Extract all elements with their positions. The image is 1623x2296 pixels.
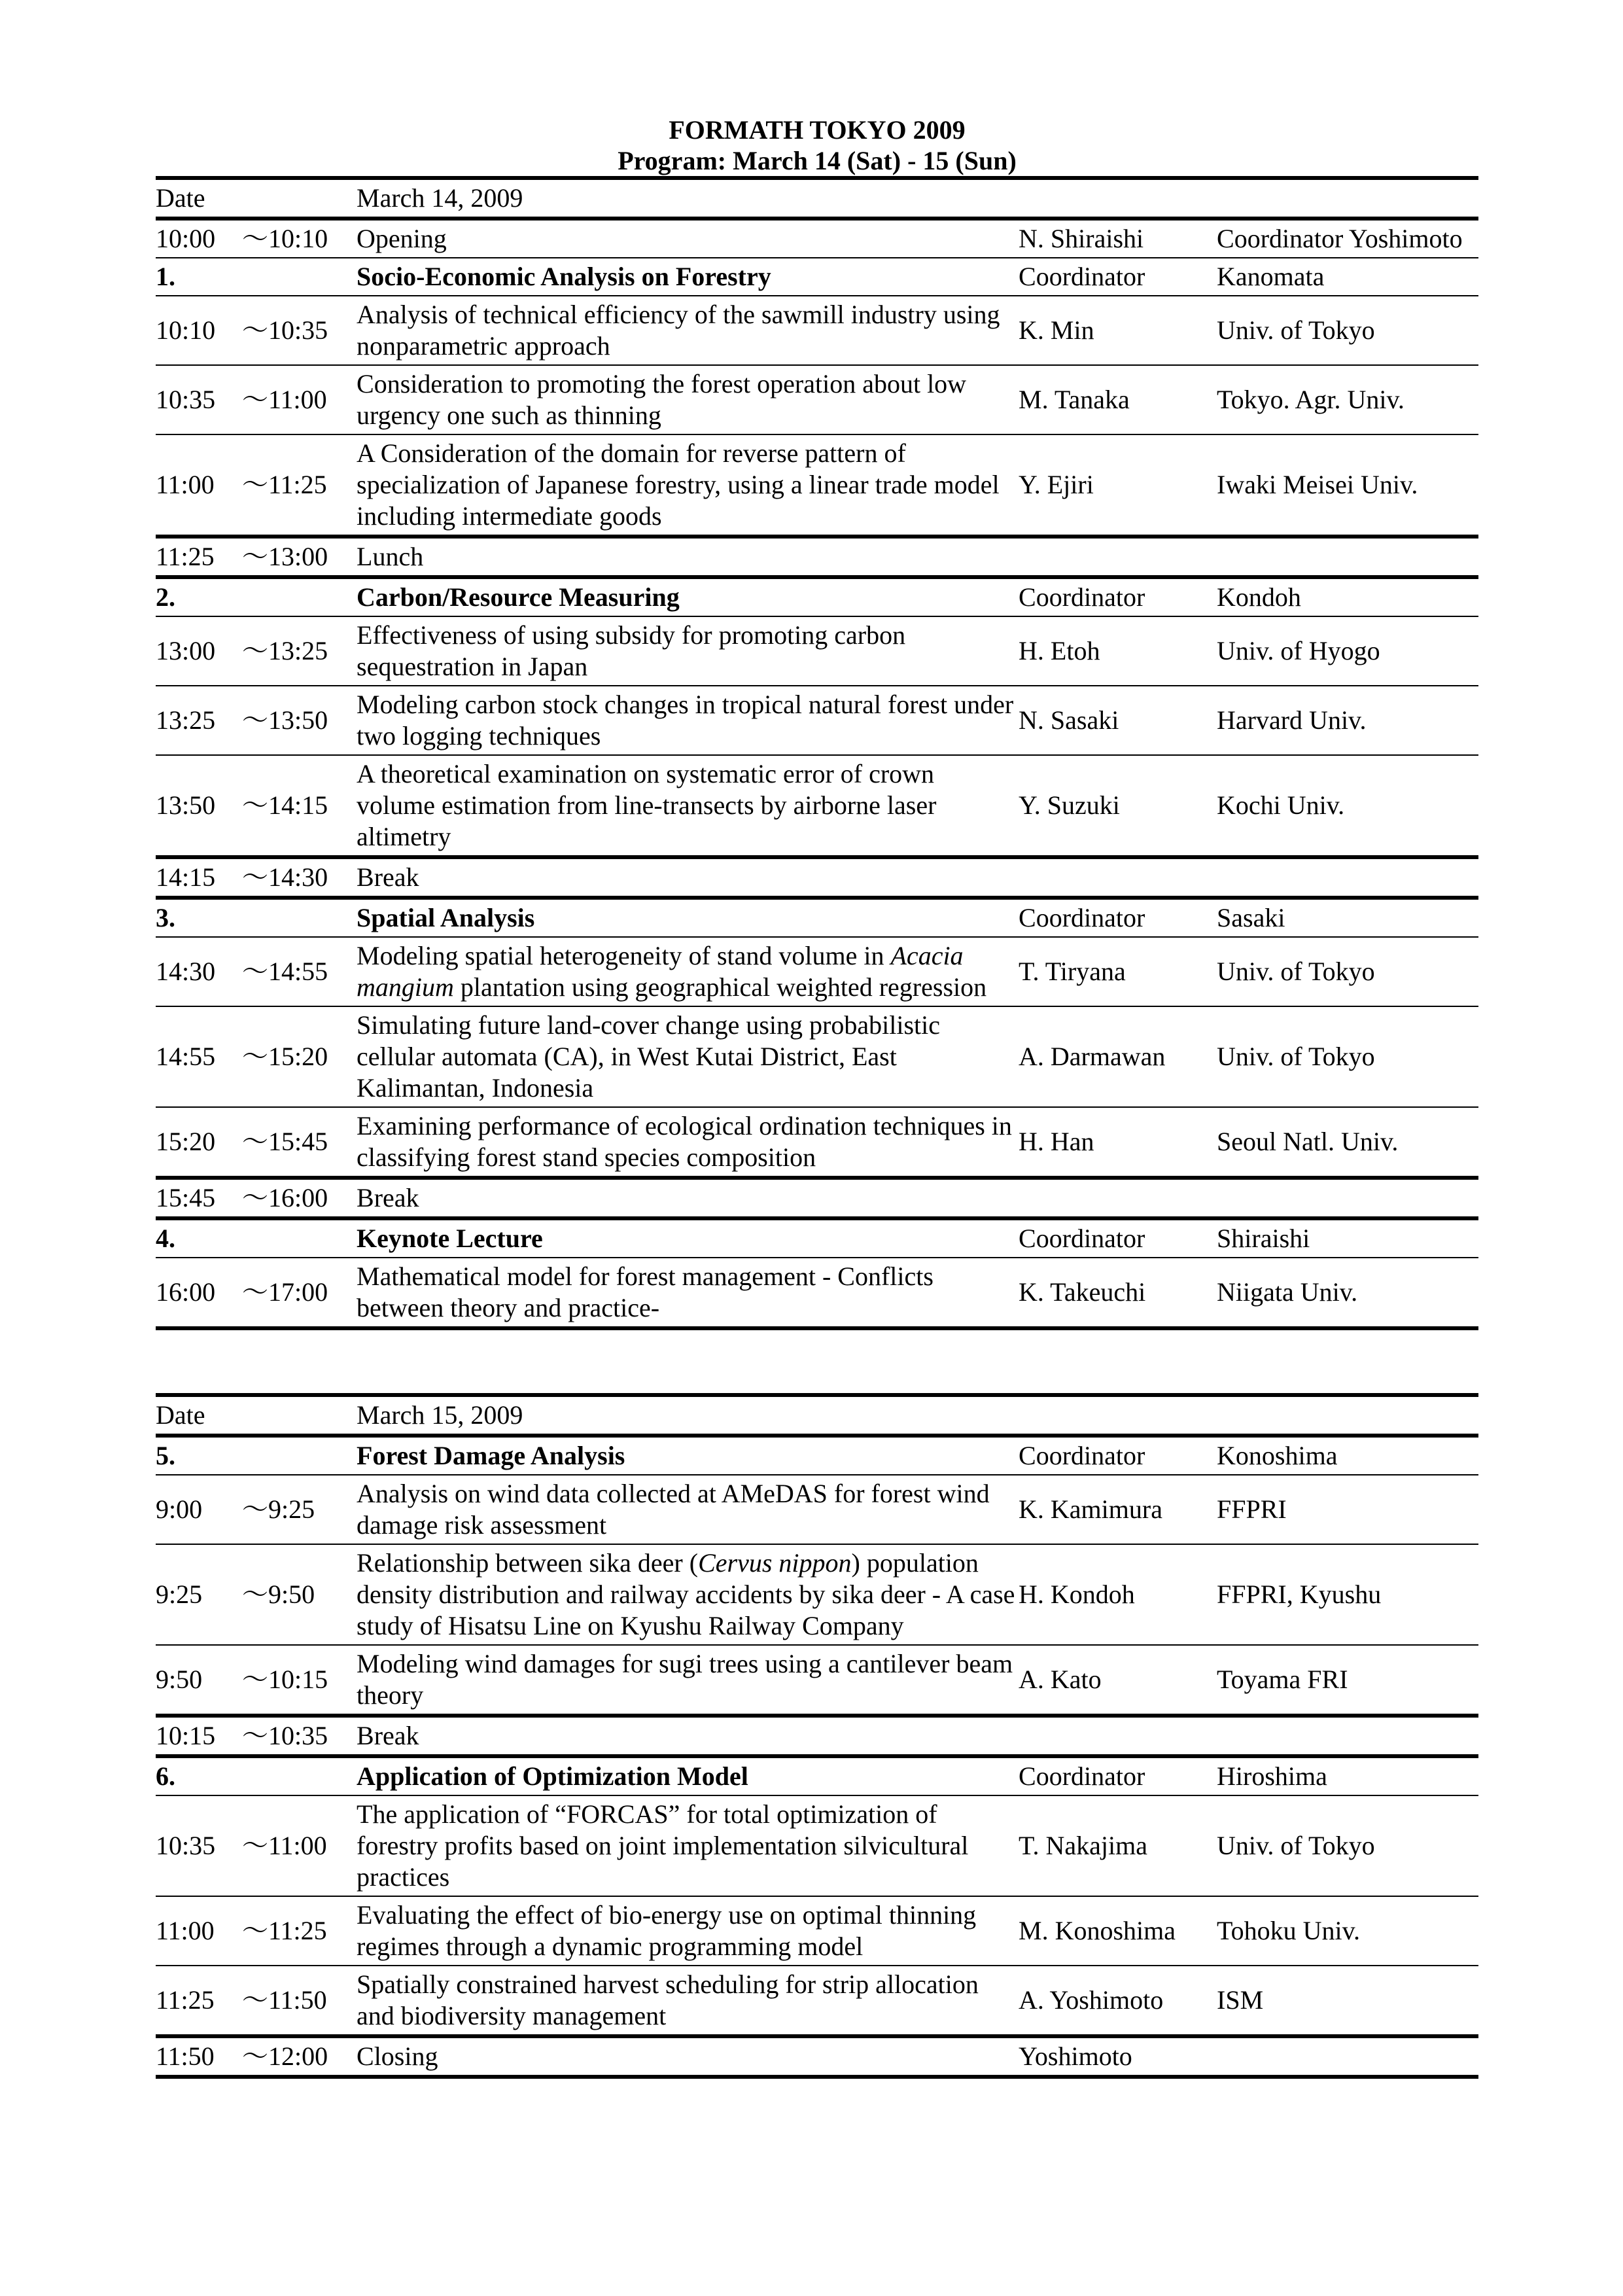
end-time: ～14:15 <box>242 755 357 857</box>
talk-row <box>156 686 1478 755</box>
talk-row <box>156 1896 1478 1966</box>
start-time: 11:25 <box>156 1966 242 2036</box>
talk-title: Simulating future land-cover change using probabilistic cellular automata (CA), in West Kutai District, East Kalimantan, Indonesia <box>357 1006 1019 1107</box>
affiliation: Coordinator Yoshimoto <box>1217 219 1478 258</box>
affiliation: Seoul Natl. Univ. <box>1217 1107 1478 1178</box>
end-time: ～13:50 <box>242 686 357 755</box>
session-title: Socio-Economic Analysis on Forestry <box>357 258 1019 296</box>
end-time: ～9:50 <box>242 1544 357 1645</box>
date-label: Date <box>156 1395 357 1436</box>
talk-title: Modeling wind damages for sugi trees using a cantilever beam theory <box>357 1645 1019 1716</box>
species-name: Acacia mangium <box>357 941 964 1002</box>
end-time: ～11:50 <box>242 1966 357 2036</box>
talk-row <box>156 219 1478 258</box>
affiliation <box>1217 1178 1478 1218</box>
day-spacer <box>156 1330 1478 1393</box>
talk-title: Analysis of technical efficiency of the sawmill industry using nonparametric approach <box>357 296 1019 365</box>
start-time: 14:55 <box>156 1006 242 1107</box>
talk-title: Analysis on wind data collected at AMeDAS for forest wind damage risk assessment <box>357 1475 1019 1544</box>
presenter: H. Etoh <box>1019 616 1217 686</box>
end-time: ～14:55 <box>242 937 357 1006</box>
document-subtitle: Program: March 14 (Sat) - 15 (Sun) <box>618 146 1017 175</box>
presenter: H. Kondoh <box>1019 1544 1217 1645</box>
presenter: Y. Suzuki <box>1019 755 1217 857</box>
break-row <box>156 1716 1478 1756</box>
affiliation: Harvard Univ. <box>1217 686 1478 755</box>
talk-title: Break <box>357 1716 1019 1756</box>
session-header-row <box>156 1436 1478 1475</box>
session-coordinator: Kondoh <box>1217 577 1478 616</box>
session-number: 1. <box>156 258 357 296</box>
end-time: ～11:00 <box>242 1795 357 1896</box>
talk-row <box>156 365 1478 434</box>
talk-row <box>156 296 1478 365</box>
talk-title: Relationship between sika deer (Cervus nippon) population density distribution and railway accidents by sika deer - A case study of Hisatsu Line on Kyushu Railway Company <box>357 1544 1019 1645</box>
session-number: 5. <box>156 1436 357 1475</box>
presenter: A. Kato <box>1019 1645 1217 1716</box>
session-coordinator: Hiroshima <box>1217 1756 1478 1795</box>
affiliation: Univ. of Hyogo <box>1217 616 1478 686</box>
presenter: M. Konoshima <box>1019 1896 1217 1966</box>
talk-row <box>156 755 1478 857</box>
talk-title: Closing <box>357 2036 1019 2077</box>
presenter: K. Min <box>1019 296 1217 365</box>
affiliation: Niigata Univ. <box>1217 1258 1478 1328</box>
affiliation <box>1217 2036 1478 2077</box>
affiliation: Tokyo. Agr. Univ. <box>1217 365 1478 434</box>
end-time: ～17:00 <box>242 1258 357 1328</box>
break-row <box>156 857 1478 898</box>
talk-title: Consideration to promoting the forest operation about low urgency one such as thinning <box>357 365 1019 434</box>
presenter: H. Han <box>1019 1107 1217 1178</box>
presenter: N. Shiraishi <box>1019 219 1217 258</box>
start-time: 13:25 <box>156 686 242 755</box>
session-header-row <box>156 577 1478 616</box>
start-time: 9:00 <box>156 1475 242 1544</box>
start-time: 13:50 <box>156 755 242 857</box>
presenter: T. Nakajima <box>1019 1795 1217 1896</box>
affiliation: Kochi Univ. <box>1217 755 1478 857</box>
end-time: ～15:20 <box>242 1006 357 1107</box>
schedule-table <box>156 176 1478 1330</box>
end-time: ～11:25 <box>242 434 357 537</box>
schedule-table <box>156 1393 1478 2079</box>
presenter: K. Kamimura <box>1019 1475 1217 1544</box>
talk-title: Spatially constrained harvest scheduling for strip allocation and biodiversity management <box>357 1966 1019 2036</box>
talk-title: A theoretical examination on systematic error of crown volume estimation from line-transects by airborne laser altimetry <box>357 755 1019 857</box>
end-time: ～10:15 <box>242 1645 357 1716</box>
presenter <box>1019 857 1217 898</box>
start-time: 15:45 <box>156 1178 242 1218</box>
presenter: K. Takeuchi <box>1019 1258 1217 1328</box>
affiliation: Univ. of Tokyo <box>1217 1006 1478 1107</box>
start-time: 11:00 <box>156 1896 242 1966</box>
presenter: Yoshimoto <box>1019 2036 1217 2077</box>
date-label: Date <box>156 178 357 219</box>
start-time: 10:00 <box>156 219 242 258</box>
affiliation <box>1217 537 1478 577</box>
presenter: M. Tanaka <box>1019 365 1217 434</box>
session-role: Coordinator <box>1019 577 1217 616</box>
session-title: Keynote Lecture <box>357 1218 1019 1258</box>
break-row <box>156 1178 1478 1218</box>
talk-title: Break <box>357 1178 1019 1218</box>
talk-row <box>156 1645 1478 1716</box>
end-time: ～9:25 <box>242 1475 357 1544</box>
end-time: ～15:45 <box>242 1107 357 1178</box>
affiliation: Tohoku Univ. <box>1217 1896 1478 1966</box>
session-role: Coordinator <box>1019 1218 1217 1258</box>
talk-title: A Consideration of the domain for reverse pattern of specialization of Japanese forestry, using a linear trade model including intermediate goods <box>357 434 1019 537</box>
start-time: 11:25 <box>156 537 242 577</box>
talk-row <box>156 937 1478 1006</box>
session-header-row <box>156 898 1478 937</box>
session-header-row <box>156 258 1478 296</box>
start-time: 13:00 <box>156 616 242 686</box>
presenter: Y. Ejiri <box>1019 434 1217 537</box>
end-time: ～10:10 <box>242 219 357 258</box>
session-number: 3. <box>156 898 357 937</box>
start-time: 9:50 <box>156 1645 242 1716</box>
start-time: 15:20 <box>156 1107 242 1178</box>
presenter: A. Darmawan <box>1019 1006 1217 1107</box>
affiliation: FFPRI <box>1217 1475 1478 1544</box>
session-role: Coordinator <box>1019 258 1217 296</box>
presenter: N. Sasaki <box>1019 686 1217 755</box>
session-header-row <box>156 1756 1478 1795</box>
session-title: Application of Optimization Model <box>357 1756 1019 1795</box>
talk-title: Lunch <box>357 537 1019 577</box>
session-title: Carbon/Resource Measuring <box>357 577 1019 616</box>
affiliation: Univ. of Tokyo <box>1217 1795 1478 1896</box>
end-time: ～13:00 <box>242 537 357 577</box>
presenter <box>1019 1716 1217 1756</box>
session-role: Coordinator <box>1019 898 1217 937</box>
talk-title: Modeling carbon stock changes in tropical natural forest under two logging techniques <box>357 686 1019 755</box>
session-header-row <box>156 1218 1478 1258</box>
session-role: Coordinator <box>1019 1756 1217 1795</box>
date-value: March 15, 2009 <box>357 1395 1478 1436</box>
talk-row <box>156 1107 1478 1178</box>
date-row <box>156 1395 1478 1436</box>
session-number: 2. <box>156 577 357 616</box>
session-role: Coordinator <box>1019 1436 1217 1475</box>
session-title: Forest Damage Analysis <box>357 1436 1019 1475</box>
program-page <box>156 115 1478 2079</box>
end-time: ～13:25 <box>242 616 357 686</box>
session-coordinator: Sasaki <box>1217 898 1478 937</box>
start-time: 16:00 <box>156 1258 242 1328</box>
affiliation <box>1217 857 1478 898</box>
affiliation: FFPRI, Kyushu <box>1217 1544 1478 1645</box>
session-title: Spatial Analysis <box>357 898 1019 937</box>
presenter: T. Tiryana <box>1019 937 1217 1006</box>
talk-row <box>156 1258 1478 1328</box>
talk-title: The application of “FORCAS” for total optimization of forestry profits based on joint implementation silvicultural practices <box>357 1795 1019 1896</box>
end-time: ～14:30 <box>242 857 357 898</box>
affiliation: Univ. of Tokyo <box>1217 937 1478 1006</box>
affiliation: Iwaki Meisei Univ. <box>1217 434 1478 537</box>
affiliation: ISM <box>1217 1966 1478 2036</box>
session-number: 4. <box>156 1218 357 1258</box>
start-time: 14:15 <box>156 857 242 898</box>
start-time: 14:30 <box>156 937 242 1006</box>
session-coordinator: Shiraishi <box>1217 1218 1478 1258</box>
talk-title: Opening <box>357 219 1019 258</box>
talk-row <box>156 434 1478 537</box>
talk-title: Modeling spatial heterogeneity of stand volume in Acacia mangium plantation using geographical weighted regression <box>357 937 1019 1006</box>
talk-row <box>156 1475 1478 1544</box>
affiliation: Toyama FRI <box>1217 1645 1478 1716</box>
presenter: A. Yoshimoto <box>1019 1966 1217 2036</box>
talk-row <box>156 616 1478 686</box>
affiliation <box>1217 1716 1478 1756</box>
presenter <box>1019 537 1217 577</box>
date-row <box>156 178 1478 219</box>
end-time: ～11:00 <box>242 365 357 434</box>
talk-title: Break <box>357 857 1019 898</box>
talk-row <box>156 1006 1478 1107</box>
talk-title: Evaluating the effect of bio-energy use on optimal thinning regimes through a dynamic programming model <box>357 1896 1019 1966</box>
end-time: ～10:35 <box>242 1716 357 1756</box>
species-name: Cervus nippon <box>698 1548 852 1578</box>
start-time: 10:35 <box>156 365 242 434</box>
presenter <box>1019 1178 1217 1218</box>
end-time: ～10:35 <box>242 296 357 365</box>
end-time: ～16:00 <box>242 1178 357 1218</box>
start-time: 10:35 <box>156 1795 242 1896</box>
start-time: 11:00 <box>156 434 242 537</box>
start-time: 11:50 <box>156 2036 242 2077</box>
date-value: March 14, 2009 <box>357 178 1478 219</box>
start-time: 10:15 <box>156 1716 242 1756</box>
talk-row <box>156 1966 1478 2036</box>
session-coordinator: Konoshima <box>1217 1436 1478 1475</box>
start-time: 10:10 <box>156 296 242 365</box>
talk-title: Examining performance of ecological ordination techniques in classifying forest stand species composition <box>357 1107 1019 1178</box>
break-row <box>156 2036 1478 2077</box>
talk-title: Effectiveness of using subsidy for promoting carbon sequestration in Japan <box>357 616 1019 686</box>
session-coordinator: Kanomata <box>1217 258 1478 296</box>
end-time: ～12:00 <box>242 2036 357 2077</box>
document-title: FORMATH TOKYO 2009 <box>669 115 966 145</box>
talk-row <box>156 1795 1478 1896</box>
affiliation: Univ. of Tokyo <box>1217 296 1478 365</box>
talk-row <box>156 1544 1478 1645</box>
schedule-container <box>156 176 1478 2079</box>
end-time: ～11:25 <box>242 1896 357 1966</box>
talk-title: Mathematical model for forest management - Conflicts between theory and practice- <box>357 1258 1019 1328</box>
start-time: 9:25 <box>156 1544 242 1645</box>
session-number: 6. <box>156 1756 357 1795</box>
break-row <box>156 537 1478 577</box>
